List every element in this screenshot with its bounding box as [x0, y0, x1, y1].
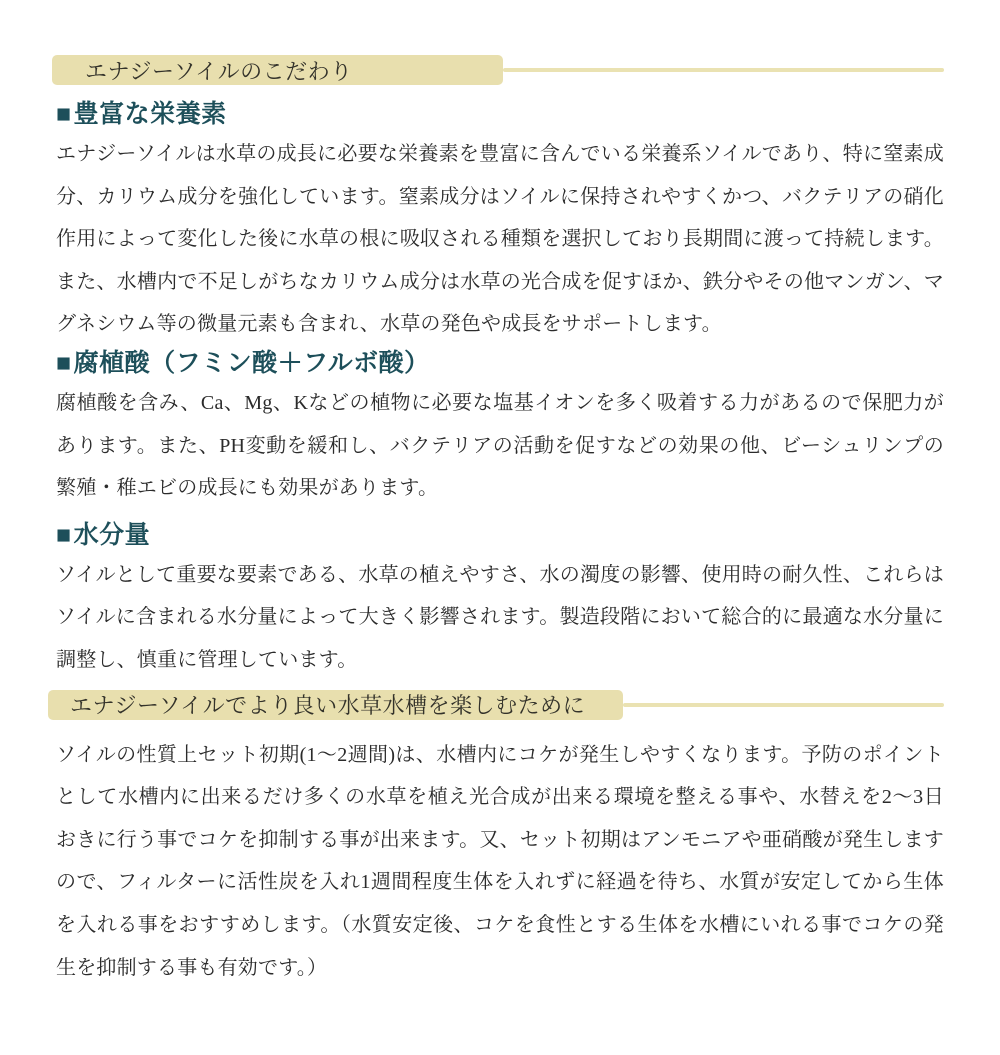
section-body-moisture: ソイルとして重要な要素である、水草の植えやすさ、水の濁度の影響、使用時の耐久性、これらはソイルに含まれる水分量によって大きく影響されます。製造段階において総合的に最適な水分量に調整し、慎重に管理しています。: [56, 563, 944, 671]
banner-title-box: [52, 55, 503, 85]
tips-paragraph: ソイルの性質上セット初期(1～2週間)は、水槽内にコケが発生しやすくなります。予防のポイントとして水槽内に出来るだけ多くの水草を植え光合成が出来る環境を整える事や、水替えを2～3日おきに行う事でコケを抑制する事が出来ます。又、セット初期はアンモニアや亜硝酸が発生しますので、フィルターに活性炭を入れ1週間程度生体を入れずに経過を待ち、水質が安定してから生体を入れる事をおすすめします。（水質安定後、コケを食性とする生体を水槽にいれる事でコケの発生を抑制する事も有効です。）: [56, 743, 944, 979]
section-heading-humic-acid: [56, 348, 944, 380]
square-bullet-icon: ■: [56, 349, 72, 377]
section-heading-nutrients: [56, 99, 944, 131]
banner-rule-line: [503, 68, 944, 72]
banner-enjoy-aquarium: [48, 690, 944, 720]
banner-title-box: [48, 690, 623, 720]
section-body-humic-acid: 腐植酸を含み、Ca、Mg、Kなどの植物に必要な塩基イオンを多く吸着する力があるので保肥力があります。また、PH変動を緩和し、バクテリアの活動を促すなどの効果の他、ビーシュリンプの繁殖・稚エビの成長にも効果があります。: [56, 391, 944, 500]
banner-title: エナジーソイルのこだわり: [85, 58, 353, 84]
section-heading-text: 豊富な栄養素: [73, 101, 227, 128]
section-heading-text: 水分量: [73, 521, 151, 549]
banner-title: エナジーソイルでより良い水草水槽を楽しむために: [70, 693, 586, 719]
section-heading-text: 腐植酸（フミン酸＋フルボ酸）: [73, 349, 430, 377]
square-bullet-icon: ■: [56, 521, 72, 549]
banner-kodawari: [52, 55, 944, 85]
section-body-nutrients: エナジーソイルは水草の成長に必要な栄養素を豊富に含んでいる栄養系ソイルであり、特に窒素成分、カリウム成分を強化しています。窒素成分はソイルに保持されやすくかつ、バクテリアの硝化作用によって変化した後に水草の根に吸収される種類を選択しており長期間に渡って持続します。また、水槽内で不足しがちなカリウム成分は水草の光合成を促すほか、鉄分やその他マンガン、マグネシウム等の微量元素も含まれ、水草の発色や成長をサポートします。: [56, 143, 944, 336]
section-heading-moisture: [56, 520, 944, 552]
product-description-page: [0, 55, 1000, 989]
square-bullet-icon: ■: [56, 101, 72, 128]
banner-rule-line: [623, 703, 944, 707]
